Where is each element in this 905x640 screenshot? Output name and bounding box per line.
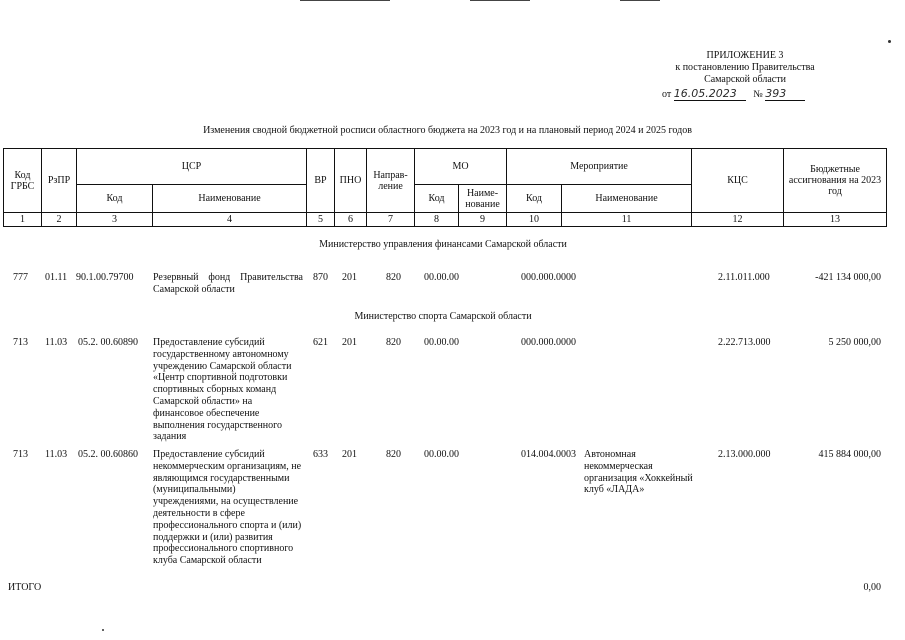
cell-event-code: 000.000.0000 (521, 337, 576, 348)
section-title-sport: Министерство спорта Самарской области (354, 311, 532, 322)
cell-csr-code: 05.2. 00.60890 (78, 337, 138, 348)
header-rzpr: РзПР (42, 149, 77, 213)
cell-event-name: Автономная некоммерческая организация «Хоккейный клуб «ЛАДА» (584, 449, 693, 496)
appendix-block (650, 50, 840, 101)
header-csr-code: Код (77, 185, 153, 213)
scan-speck (888, 40, 891, 43)
header-pno: ПНО (335, 149, 367, 213)
cell-vr: 870 (313, 272, 328, 283)
column-number: 6 (335, 213, 367, 227)
cell-pno: 201 (342, 272, 357, 283)
cell-amount: 5 250 000,00 (828, 337, 881, 348)
column-number: 12 (692, 213, 784, 227)
header-csr: ЦСР (77, 149, 307, 185)
scan-artifact-line (300, 0, 390, 1)
total-value: 0,00 (863, 582, 881, 593)
header-grbs: Код ГРБС (4, 149, 42, 213)
cell-rzpr: 01.11 (45, 272, 68, 283)
scan-artifact-line (620, 0, 660, 1)
cell-grbs: 713 (13, 337, 28, 348)
header-vr: ВР (307, 149, 335, 213)
cell-vr: 621 (313, 337, 328, 348)
cell-pno: 201 (342, 449, 357, 460)
column-number: 4 (153, 213, 307, 227)
table-header (3, 148, 887, 227)
from-label: от (662, 89, 672, 100)
cell-rzpr: 11.03 (45, 337, 68, 348)
cell-event-code: 000.000.0000 (521, 272, 576, 283)
header-mo: МО (415, 149, 507, 185)
header-budget: Бюджетные ассигнования на 2023 год (784, 149, 887, 213)
cell-pno: 201 (342, 337, 357, 348)
column-number: 13 (784, 213, 887, 227)
appendix-line1: ПРИЛОЖЕНИЕ 3 (706, 50, 784, 61)
appendix-line3: Самарской области (704, 74, 786, 85)
header-kcs: КЦС (692, 149, 784, 213)
appendix-signature-line (650, 88, 840, 101)
cell-direction: 820 (386, 272, 401, 283)
scan-speck (102, 629, 104, 631)
header-event-name: Наименование (562, 185, 692, 213)
appendix-line2: к постановлению Правительства (675, 62, 815, 73)
cell-grbs: 713 (13, 449, 28, 460)
header-direction: Направ-ление (367, 149, 415, 213)
cell-csr-code: 05.2. 00.60860 (78, 449, 138, 460)
cell-csr-name: Предоставление субсидий некоммерческим организациям, не являющимся государственными (муниципальными) учреждениями, на осуществление деятельности в сфере профессионального спорта и (или) поддержки и (или) развития профессионального спортивного клуба Самарской области (153, 449, 302, 567)
cell-csr-name: Предоставление субсидий государственному автономному учреждению Самарской области «Центр спортивной подготовки спортивных сборных команд Самарской области» на финансовое обеспечение выполнения государственного задания (153, 337, 292, 443)
column-number: 1 (4, 213, 42, 227)
cell-event-code: 014.004.0003 (521, 449, 576, 460)
column-number: 10 (507, 213, 562, 227)
handwritten-date: 16.05.2023 (674, 88, 746, 101)
column-number: 2 (42, 213, 77, 227)
cell-amount: -421 134 000,00 (815, 272, 881, 283)
cell-rzpr: 11.03 (45, 449, 68, 460)
header-csr-name: Наименование (153, 185, 307, 213)
cell-kcs: 2.13.000.000 (718, 449, 771, 460)
document-title: Изменения сводной бюджетной росписи областного бюджета на 2023 год и на плановый период 2024 и 2025 годов (203, 125, 692, 136)
header-mo-name: Наиме-нование (459, 185, 507, 213)
cell-direction: 820 (386, 449, 401, 460)
header-mo-code: Код (415, 185, 459, 213)
column-number: 7 (367, 213, 415, 227)
cell-kcs: 2.11.011.000 (718, 272, 770, 283)
section-title-finance: Министерство управления финансами Самарской области (319, 239, 567, 250)
cell-csr-name: Резервный фонд Правительства Самарской области (153, 272, 303, 295)
handwritten-number: 393 (765, 88, 805, 101)
cell-vr: 633 (313, 449, 328, 460)
cell-direction: 820 (386, 337, 401, 348)
cell-mo-code: 00.00.00 (424, 337, 459, 348)
number-label: № (753, 89, 763, 100)
scan-artifact-line (470, 0, 530, 1)
cell-mo-code: 00.00.00 (424, 449, 459, 460)
column-number: 5 (307, 213, 335, 227)
cell-csr-code: 90.1.00.79700 (76, 272, 134, 283)
column-number: 8 (415, 213, 459, 227)
cell-amount: 415 884 000,00 (818, 449, 881, 460)
column-number: 11 (562, 213, 692, 227)
column-number: 9 (459, 213, 507, 227)
column-number: 3 (77, 213, 153, 227)
header-event-code: Код (507, 185, 562, 213)
cell-kcs: 2.22.713.000 (718, 337, 771, 348)
cell-mo-code: 00.00.00 (424, 272, 459, 283)
header-event: Мероприятие (507, 149, 692, 185)
cell-grbs: 777 (13, 272, 28, 283)
total-label: ИТОГО (8, 582, 42, 593)
